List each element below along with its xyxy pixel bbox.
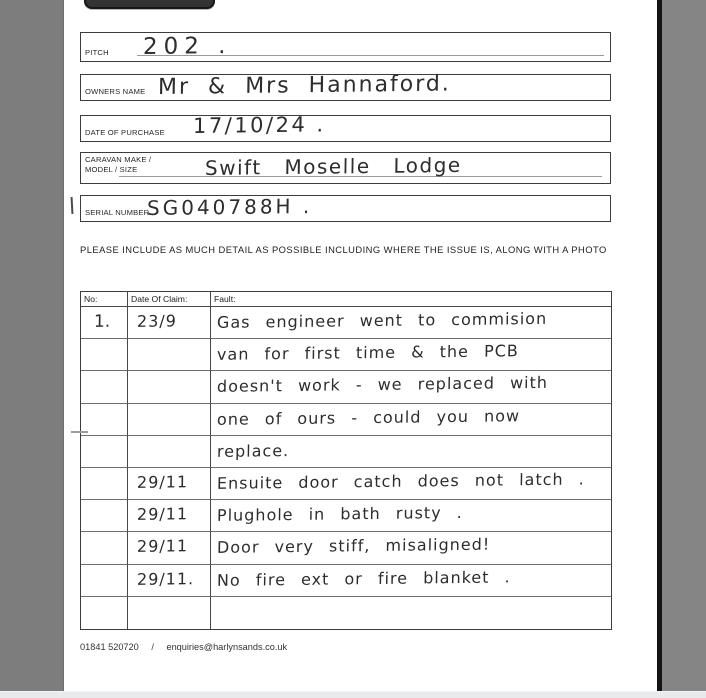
table-row-4-date bbox=[128, 436, 211, 468]
date-of-purchase-value-handwriting: 17/10/24 . bbox=[192, 112, 326, 139]
serial-number-value-handwriting: SG040788H . bbox=[146, 193, 313, 221]
owners-name-label: OWNERS NAME bbox=[85, 87, 146, 96]
table-row-7-no bbox=[81, 532, 128, 564]
table-row-7-fault: Door very stiff, misaligned! bbox=[211, 532, 611, 564]
table-row-1-date bbox=[128, 339, 211, 371]
table-row-9-date bbox=[128, 597, 211, 629]
pitch-value-handwriting: 202 . bbox=[142, 32, 232, 61]
scan-background-right bbox=[662, 0, 706, 692]
caravan-make-model-size-label: CARAVAN MAKE / MODEL / SIZE bbox=[85, 155, 152, 174]
table-row-4-no bbox=[81, 436, 128, 468]
table-row-2-date bbox=[128, 371, 211, 403]
pitch-label: PITCH bbox=[85, 48, 109, 57]
claims-header-fault: Fault: bbox=[211, 292, 611, 307]
page-edge-shadow bbox=[657, 0, 662, 692]
table-row-0-no: 1. bbox=[81, 307, 128, 339]
table-row-4-fault: replace. bbox=[211, 436, 611, 468]
table-row-0-fault: Gas engineer went to commision bbox=[211, 307, 611, 339]
pitch-field bbox=[80, 32, 611, 62]
bottom-bar bbox=[0, 691, 706, 698]
table-row-8-no bbox=[81, 565, 128, 597]
table-row-8-date: 29/11. bbox=[128, 565, 211, 597]
table-row-6-no bbox=[81, 500, 128, 532]
date-of-purchase-field bbox=[80, 112, 611, 142]
date-of-purchase-label: DATE OF PURCHASE bbox=[85, 128, 165, 137]
table-row-7-date: 29/11 bbox=[128, 532, 211, 564]
table-row-9-no bbox=[81, 597, 128, 629]
table-row-8-fault: No fire ext or fire blanket . bbox=[211, 565, 611, 597]
table-row-6-fault: Plughole in bath rusty . bbox=[211, 500, 611, 532]
footer-contact bbox=[80, 642, 287, 652]
owners-name-field bbox=[80, 71, 611, 101]
scan-artifact bbox=[71, 197, 74, 214]
caravan-make-model-size-value-handwriting: Swift Moselle Lodge bbox=[204, 152, 462, 181]
footer-email[interactable]: enquiries@harlynsands.co.uk bbox=[166, 642, 288, 652]
table-row-1-no bbox=[81, 339, 128, 371]
serial-number-label: SERIAL NUMBER bbox=[85, 208, 150, 217]
footer-phone: 01841 520720 bbox=[80, 642, 139, 652]
table-row-5-date: 29/11 bbox=[128, 468, 211, 500]
table-row-3-no bbox=[81, 404, 128, 436]
table-row-5-fault: Ensuite door catch does not latch . bbox=[211, 468, 611, 500]
claims-table bbox=[80, 291, 612, 630]
serial-number-field bbox=[80, 195, 611, 222]
instruction-text: PLEASE INCLUDE AS MUCH DETAIL AS POSSIBLE INCLUDING WHERE THE ISSUE IS, ALONG WITH A PHOTO bbox=[80, 244, 607, 255]
scan-background-left bbox=[0, 0, 64, 692]
caravan-make-model-size-field bbox=[80, 152, 611, 184]
table-row-0-date: 23/9 bbox=[128, 307, 211, 339]
claims-header-date: Date Of Claim: bbox=[128, 292, 211, 307]
table-row-5-no bbox=[81, 468, 128, 500]
table-row-2-no bbox=[81, 371, 128, 403]
table-row-6-date: 29/11 bbox=[128, 500, 211, 532]
table-row-1-fault: van for first time & the PCB bbox=[211, 339, 611, 371]
top-toolbar-button[interactable] bbox=[84, 0, 215, 9]
table-row-3-fault: one of ours - could you now bbox=[211, 404, 611, 436]
footer-separator: / bbox=[151, 642, 154, 652]
owners-name-value-handwriting: Mr & Mrs Hannaford. bbox=[157, 71, 452, 101]
claims-header-no: No: bbox=[81, 292, 128, 307]
table-row-2-fault: doesn't work - we replaced with bbox=[211, 371, 611, 403]
table-row-3-date bbox=[128, 404, 211, 436]
table-row-9-fault bbox=[211, 597, 611, 629]
scan-artifact bbox=[71, 431, 88, 433]
